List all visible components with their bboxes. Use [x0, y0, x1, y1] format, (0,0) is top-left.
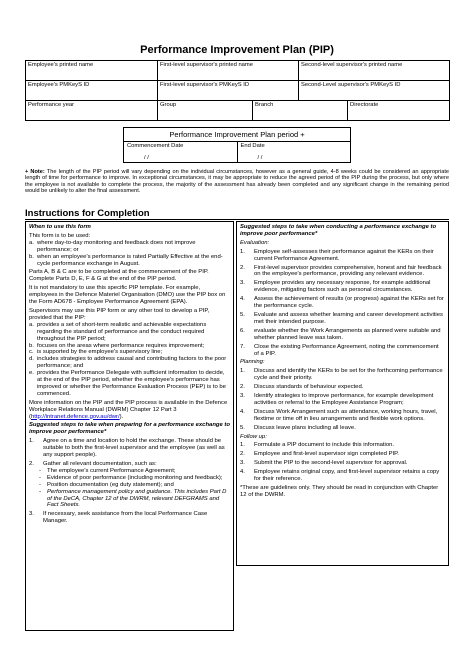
name-row	[26, 61, 450, 81]
planning-label: Planning:	[240, 359, 265, 366]
left-instructions-box	[25, 221, 234, 631]
more-info-paragraph: More information on the PIP and the PIP process is available in the Defence Workplace Relations Manual (DWRM) Chapter 12 Part 3 (http://intranet.defence.gov.au/dwr/).	[29, 399, 228, 420]
list-item: 5. Discuss leave plans including all leave.	[240, 424, 356, 431]
end-date-field[interactable]	[237, 142, 351, 162]
period-note	[25, 169, 449, 195]
second-supervisor-name-field[interactable]: Second-level supervisor's printed name	[299, 61, 450, 81]
dwrm-link[interactable]: http://intranet.defence.gov.au/dwr/	[30, 413, 120, 420]
list-item: 7. Close the existing Performance Agreement, noting the commencement of a PIP.	[240, 343, 439, 357]
year-row	[26, 101, 450, 121]
note-lead: + Note:	[25, 169, 45, 175]
list-item: 2. Employee and first-level supervisor sign completed PIP.	[240, 451, 399, 458]
pmkeys-row	[26, 81, 450, 101]
list-item: 2. Discuss standards of behaviour expected.	[240, 384, 364, 391]
when-intro: This form is to be used:	[29, 232, 91, 239]
list-item: 3. If necessary, seek assistance from the local Performance Case Manager.	[29, 511, 208, 525]
list-item: 1. Formulate a PIP document to include this information.	[240, 442, 395, 449]
group-field[interactable]: Group	[158, 101, 253, 121]
prep-heading: Suggested steps to take when preparing for a performance exchange to improve poor performance*	[29, 422, 230, 436]
conduct-heading: Suggested steps to take when conducting a performance exchange to improve poor performance*	[240, 224, 437, 237]
page-title: Performance Improvement Plan (PIP)	[140, 44, 334, 56]
list-item: 1. Discuss and identify the KERs to be set for the forthcoming performance cycle and their priority.	[240, 368, 443, 382]
template-paragraph: It is not mandatory to use this specific PIP template. For example, employees in the Defence Materiel Organisation (DMO) use the PIP box on the Form AD678 - Employee Performance Agreement (EPA).	[29, 285, 226, 306]
list-item: b. focuses on the areas where performance requires improvement;	[29, 342, 205, 349]
footnote: *These are guidelines only. They should be read in conjunction with Chapter 12 of the DWRM.	[240, 485, 439, 498]
commencement-date-placeholder: / /	[144, 155, 149, 161]
list-item: - The employee's current Performance Agreement;	[39, 467, 176, 474]
list-item: a. where day-to-day monitoring and feedback does not improve performance; or	[29, 239, 196, 253]
list-item: d. includes strategies to address causal and contributing factors to the poor performance; and	[29, 356, 227, 370]
list-item: 3. Submit the PIP to the second-level supervisor for approval.	[240, 460, 408, 467]
list-item: 3. Identify strategies to improve performance, for example development activities or referral to the Employee Assistance Program;	[240, 393, 434, 406]
pip-period-heading: Performance Improvement Plan period +	[124, 128, 350, 142]
list-item: 4. Discuss Work Arrangement such as attendance, working hours, travel, flextime or time off in lieu arrangements and flexible work options.	[240, 408, 438, 422]
evaluation-label: Evaluation:	[240, 239, 270, 246]
list-item: - Performance management policy and guidance. This includes Part D of the DeCA, Chapter 12 of the DWRM, relevant DEFGRAMS and Fact Sheets.	[39, 488, 227, 509]
commencement-date-field[interactable]	[124, 142, 237, 162]
employee-pmkeys-field[interactable]: Employee's PMKeyS ID	[26, 81, 158, 101]
list-item: b. when an employee's performance is rated Partially Effective at the end-cycle performance exchange in August.	[29, 253, 223, 267]
list-item: a. provides a set of short-term realistic and achievable expectations regarding the standard of performance and the conduct required throughout the PIP period;	[29, 321, 207, 342]
list-item: 2. First-level supervisor provides comprehensive, honest and fair feedback on the employee's performance, providing any relevant evidence.	[240, 264, 442, 278]
note-text: The length of the PIP period will vary depending on the individual circumstances, however as a general guide, 4-8 weeks could be considered an appropriate length of time for performance to improve. In exceptional circumstances, it may be appropriate to reduce the agreed period of the PIP during the process, but only where the employee is not available to complete the process, the majority of the assessment has already been completed and any significant change in the remaining period would be unlikely to alter the final assessment.	[25, 169, 449, 195]
list-item: 3. Employee provides any necessary response, for example additional evidence, mitigating factors such as personal circumstances.	[240, 280, 431, 294]
list-item: 1. Agree on a time and location to hold the exchange. These should be suitable to both the first-level supervisor and the employee (as well as any support people).	[29, 438, 225, 459]
followup-label: Follow up:	[240, 433, 267, 440]
section-divider	[25, 219, 449, 220]
list-item: 4. Employee retains original copy, and first-level supervisor retains a copy for their reference.	[240, 469, 440, 483]
list-item: c. is supported by the employee's supervisory line;	[29, 349, 163, 356]
directorate-field[interactable]: Directorate	[348, 101, 450, 121]
section-title: Instructions for Completion	[25, 208, 150, 219]
first-supervisor-pmkeys-field[interactable]: First-level supervisor's PMKeyS ID	[158, 81, 299, 101]
second-supervisor-pmkeys-field[interactable]: Second-Level supervisor's PMKeyS ID	[299, 81, 450, 101]
list-item: 4. Assess the achievement of results (or progress) against the KERs set for the performance cycle.	[240, 296, 444, 310]
pip-tool-paragraph: Supervisors may use this PIP form or any other tool to develop a PIP, provided that the PIP:	[29, 307, 210, 321]
first-supervisor-name-field[interactable]: First-level supervisor's printed name	[158, 61, 299, 81]
employee-name-field[interactable]: Employee's printed name	[26, 61, 158, 81]
list-item: 6. evaluate whether the Work Arrangements as planned were suitable and whether planned leave was taken.	[240, 327, 441, 341]
list-item: 1. Employee self-assesses their performance against the KERs on their current Performance Agreement.	[240, 248, 434, 262]
branch-field[interactable]: Branch	[253, 101, 348, 121]
parts-paragraph: Parts A, B & C are to be completed at the commencement of the PIP. Complete Parts D, E, F & G at the end of the PIP period.	[29, 269, 209, 283]
list-item: - Position documentation (eg duty statement); and	[39, 481, 174, 488]
list-item: 2. Gather all relevant documentation, such as:	[29, 461, 157, 467]
right-instructions-box	[236, 221, 449, 566]
when-heading: When to use this form	[29, 224, 91, 230]
list-item: e. provides the Performance Delegate with sufficient information to decide, at the end of the PIP period, whether the employee's performance has improved or whether the Performance Evaluation Process (PEP) is to be commenced.	[29, 370, 226, 397]
list-item: - Evidence of poor performance (including monitoring and feedback);	[39, 474, 223, 481]
list-item: 5. Evaluate and assess whether learning and career development activities met their intended purpose.	[240, 311, 443, 325]
end-date-label: End Date	[240, 143, 265, 149]
commencement-date-label: Commencement Date	[127, 143, 184, 149]
employee-details-table	[25, 60, 450, 121]
pip-period-box	[123, 127, 351, 163]
performance-year-field[interactable]: Performance year	[26, 101, 158, 121]
end-date-placeholder: / /	[257, 155, 263, 161]
